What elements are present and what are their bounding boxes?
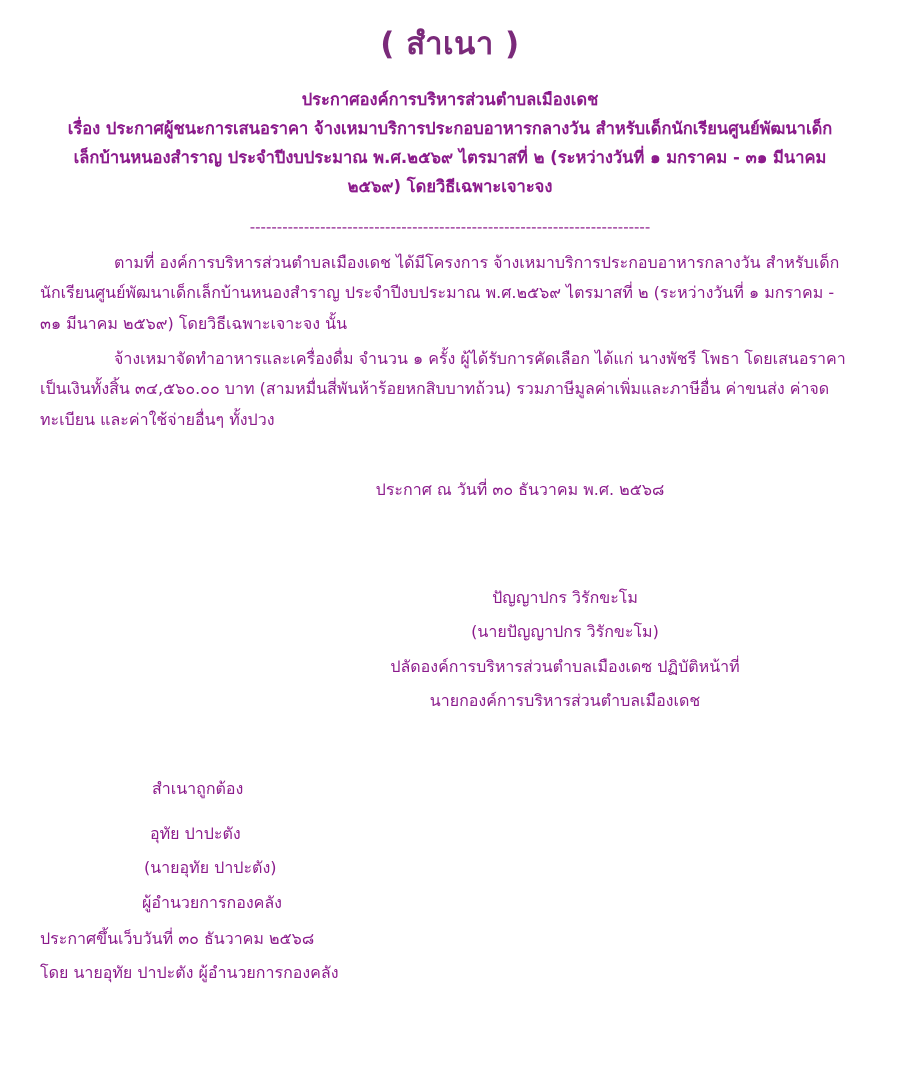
certification-block — [40, 772, 860, 920]
body-paragraph-2-text: จ้างเหมาจัดทำอาหารและเครื่องดื่ม จำนวน ๑ ครั้ง ผู้ได้รับการคัดเลือก ได้แก่ นางพัชรี โพธา โดยเสนอราคา เป็นเงินทั้งสิ้น ๓๔,๕๖๐.๐๐ บาท (สามหมื่นสี่พันห้าร้อยหกสิบบาทถ้วน) รวมภาษีมูลค่าเพิ่มและภาษีอื่น ค่าขนส่ง ค่าจดทะเบียน และค่าใช้จ่ายอื่นๆ ทั้งปวง — [40, 348, 846, 430]
certify-label: สำเนาถูกต้อง — [152, 779, 244, 799]
body-paragraph-1-text: ตามที่ องค์การบริหารส่วนตำบลเมืองเดช ได้มีโครงการ จ้างเหมาบริการประกอบอาหารกลางวัน สำหรับเด็กนักเรียนศูนย์พัฒนาเด็กเล็กบ้านหนองสำราญ ประจำปีงบประมาณ พ.ศ.๒๕๖๙ ไตรมาสที่ ๒ (ระหว่างวันที่ ๑ มกราคม - ๓๑ มีนาคม ๒๕๖๙) โดยวิธีเฉพาะเจาะจง นั้น — [40, 252, 840, 333]
body-paragraph-1 — [40, 248, 860, 340]
signer-name: ปัญญาปกร วิรักขะโม — [492, 587, 638, 607]
signer-name-paren: (นายปัญญาปกร วิรักขะโม) — [471, 622, 659, 642]
heading-line-2: เรื่อง ประกาศผู้ชนะการเสนอราคา จ้างเหมาบริการประกอบอาหารกลางวัน สำหรับเด็กนักเรียนศูนย์พัฒนาเด็ก — [67, 118, 833, 138]
publication-footer — [40, 922, 860, 989]
certify-signer-name-paren: (นายอุทัย ปาปะตัง) — [144, 858, 277, 878]
separator-rule: -------------------------------------------------------------------------- — [249, 217, 651, 236]
heading-line-3: เล็กบ้านหนองสำราญ ประจำปีงบประมาณ พ.ศ.๒๕๖๙ ไตรมาสที่ ๒ (ระหว่างวันที่ ๑ มกราคม - ๓๑ มีนาคม — [73, 147, 827, 167]
heading-line-4: ๒๕๖๙) โดยวิธีเฉพาะเจาะจง — [347, 176, 553, 196]
publisher-line: โดย นายอุทัย ปาปะตัง ผู้อำนวยการกองคลัง — [40, 962, 339, 982]
signature-block — [40, 581, 860, 719]
announcement-date: ประกาศ ณ วันที่ ๓๐ ธันวาคม พ.ศ. ๒๕๖๘ — [375, 479, 665, 499]
certify-signer-name: อุทัย ปาปะตัง — [150, 823, 241, 843]
signer-position-2: นายกองค์การบริหารส่วนตำบลเมืองเดช — [429, 690, 701, 710]
heading-line-1: ประกาศองค์การบริหารส่วนตำบลเมืองเดช — [301, 90, 599, 109]
certify-signer-position: ผู้อำนวยการกองคลัง — [142, 892, 282, 912]
signer-position-1: ปลัดองค์การบริหารส่วนตำบลเมืองเดซ ปฏิบัติหน้าที่ — [390, 656, 740, 676]
body-paragraph-2 — [40, 344, 860, 436]
announcement-heading — [40, 86, 860, 202]
publish-date-line: ประกาศขึ้นเว็บวันที่ ๓๐ ธันวาคม ๒๕๖๘ — [40, 928, 315, 948]
page-title: ( สำเนา ) — [380, 26, 520, 62]
